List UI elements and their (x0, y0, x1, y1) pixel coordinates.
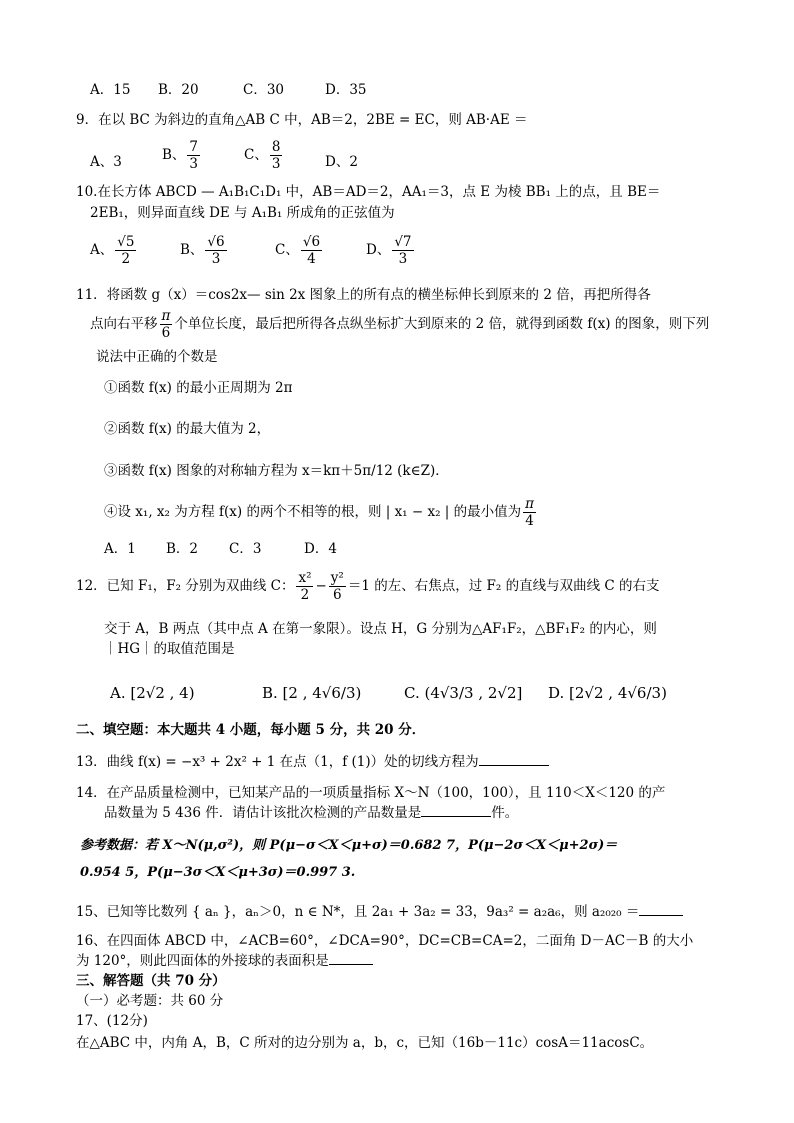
q11-option-b: B．2 (166, 541, 199, 557)
q12-line3: ｜HG｜的取值范围是 (104, 641, 235, 657)
q13-answer-blank (479, 753, 549, 766)
q15-question: 15、已知等比数列 { aₙ }，aₙ＞0，n ∈ N*，且 2a₁ + 3a₂ = 33，9a₃² = a₂a₆，则 a₂₀₂₀ ＝ (76, 903, 683, 921)
q11-statement-1: ①函数 f(x) 的最小正周期为 2π (104, 380, 293, 396)
q12-option-d: D. [2√2 , 4√6/3) (548, 684, 667, 702)
q11-option-a: A．1 (104, 541, 136, 557)
q9-option-b: B、 $\frac{7}{3}$ (162, 139, 199, 172)
q14-answer-blank (421, 804, 491, 817)
q17-heading: 17、(12分) (76, 1013, 148, 1029)
q9-option-a: A、3 (90, 154, 122, 170)
q8-option-b: B．20 (158, 82, 199, 98)
q11-line1: 11．将函数 g（x）＝cos2x— sin 2x 图象上的所有点的横坐标伸长到原来的 2 倍，再把所得各 (76, 287, 651, 303)
q10-option-d: D、 $\frac{√7}{3}$ (366, 234, 412, 267)
q8-option-a: A．15 (90, 82, 131, 98)
q11-statement-3: ③函数 f(x) 图象的对称轴方程为 x＝kπ＋5π/12 (k∈Z)． (104, 463, 449, 479)
q12-line1: 12．已知 F₁，F₂ 分别为双曲线 C： $\frac{\text{x²}}{2}$ − $\frac{\text{y²}}{6}$ ＝1 的左、右焦点，过 F₂ 的直线与双曲线 C 的右支 (76, 570, 660, 603)
q12-option-a: A. [2√2 , 4) (110, 684, 195, 702)
q8-option-d: D．35 (325, 82, 367, 98)
q12-line2: 交于 A，B 两点（其中点 A 在第一象限）。设点 H，G 分别为△AF₁F₂，△BF₁F₂ 的内心，则 (104, 621, 657, 637)
q11-statement-2: ②函数 f(x) 的最大值为 2， (104, 421, 271, 437)
q11-option-d: D．4 (304, 541, 337, 557)
q10-option-a: A、 $\frac{√5}{2}$ (90, 234, 135, 267)
q11-option-c: C．3 (229, 541, 262, 557)
q14-reference-line1: 参考数据：若 X～N(μ,σ²)，则 P(μ−σ＜X＜μ+σ)＝0.682 7，P(μ−2σ＜X＜μ+2σ)＝ (80, 838, 618, 853)
q12-option-b: B. [2 , 4√6/3) (262, 684, 362, 702)
section-3-heading: 三、解答题（共 70 分） (76, 973, 226, 989)
q16-line1: 16、在四面体 ABCD 中，∠ACB=60°，∠DCA=90°，DC=CB=CA=2，二面角 D－AC－B 的大小 (76, 933, 694, 949)
q14-line1: 14．在产品质量检测中，已知某产品的一项质量指标 X～N（100，100），且 110＜X＜120 的产 (76, 785, 666, 801)
q16-line2: 为 120°，则此四面体的外接球的表面积是 (76, 952, 373, 970)
q10-line1: 10.在长方体 ABCD — A₁B₁C₁D₁ 中，AB＝AD＝2，AA₁＝3，点 E 为棱 BB₁ 上的点，且 BE＝ (76, 184, 661, 200)
q10-option-c: C、 $\frac{√6}{4}$ (275, 234, 321, 267)
q11-line3: 说法中正确的个数是 (96, 349, 218, 365)
q14-reference-line2: 0.954 5，P(μ−3σ＜X＜μ+3σ)＝0.997 3. (80, 865, 356, 880)
section-3-subheading: （一）必考题：共 60 分 (76, 993, 224, 1009)
q8-option-c: C．30 (243, 82, 285, 98)
q10-option-b: B、 $\frac{√6}{3}$ (180, 234, 225, 267)
q13-question: 13．曲线 f(x) = −x³ + 2x² + 1 在点（1，f (1)）处的切线方程为 (76, 753, 549, 771)
q11-line2: 点向右平移 $\frac{\pi}{6}$ 个单位长度，最后把所得各点纵坐标扩大到原来的 2 倍，就得到函数 f(x) 的图象，则下列 (90, 308, 710, 341)
q16-answer-blank (329, 952, 373, 965)
q9-option-d: D、2 (325, 154, 358, 170)
q17-text: 在△ABC 中，内角 A，B，C 所对的边分别为 a，b，c，已知（16b－11c）cosA＝11acosC。 (76, 1035, 654, 1051)
q10-line2: 2EB₁，则异面直线 DE 与 A₁B₁ 所成角的正弦值为 (90, 205, 395, 221)
section-2-heading: 二、填空题：本大题共 4 小题，每小题 5 分，共 20 分． (76, 722, 426, 738)
q9-option-c: C、 $\frac{8}{3}$ (244, 139, 281, 172)
q12-option-c: C. (4√3/3 , 2√2] (404, 684, 523, 702)
q15-answer-blank (639, 903, 683, 916)
q11-statement-4: ④设 x₁, x₂ 为方程 f(x) 的两个不相等的根，则 | x₁ − x₂ | 的最小值为 $\frac{\pi}{4}$ (104, 496, 535, 529)
q14-line2: 品数量为 5 436 件．请估计该批次检测的产品数量是 件。 (104, 805, 519, 821)
q9-question: 9．在以 BC 为斜边的直角△AB C 中，AB＝2，2BE = EC，则 AB·AE ＝ (76, 112, 528, 128)
